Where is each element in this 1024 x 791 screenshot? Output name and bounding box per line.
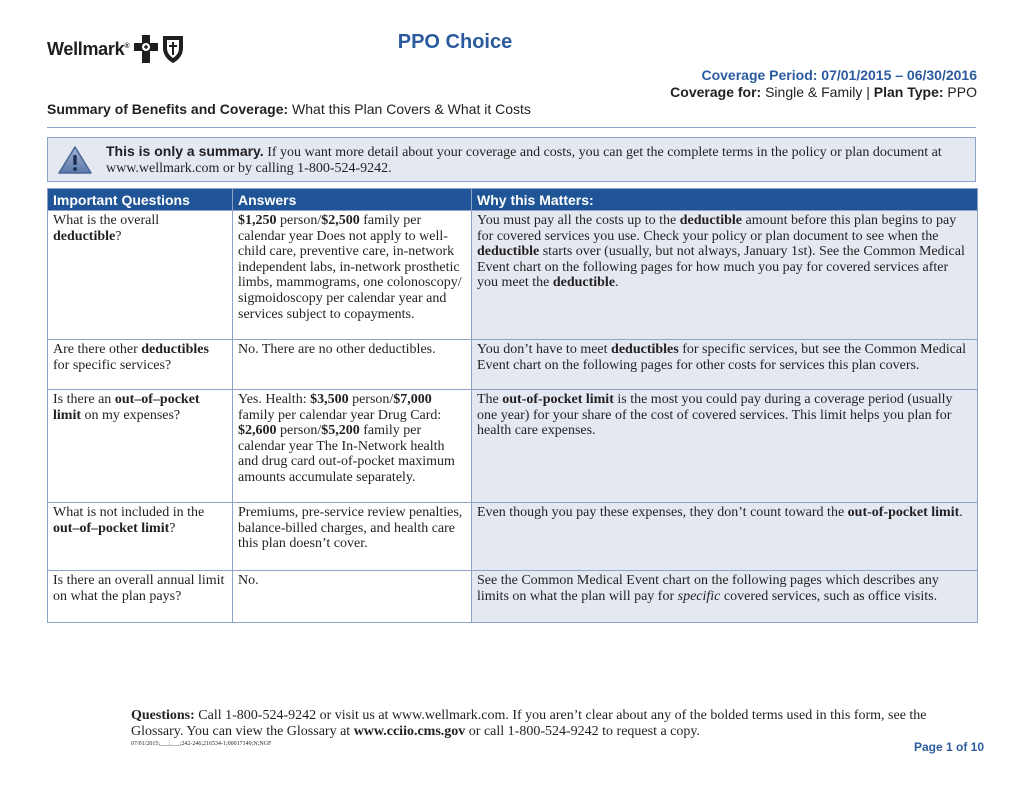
question-cell: Are there other deductibles for specific services? <box>48 340 233 390</box>
why-cell: The out-of-pocket limit is the most you could pay during a coverage period (usually one year) for your share of the cost of covered services. This limit helps you plan for health care expenses. <box>472 390 978 503</box>
logo-wordmark: Wellmark® <box>47 38 130 59</box>
header-why-this-matters: Why this Matters: <box>472 189 978 211</box>
answer-cell: No. <box>233 571 472 623</box>
question-cell: Is there an out–of–pocket limit on my expenses? <box>48 390 233 503</box>
why-cell: Even though you pay these expenses, they don’t count toward the out-of-pocket limit. <box>472 503 978 571</box>
coverage-for-line: Coverage for: Single & Family | Plan Type: PPO <box>670 84 977 100</box>
table-row <box>48 571 978 623</box>
header-important-questions: Important Questions <box>48 189 233 211</box>
table-row <box>48 211 978 340</box>
footer-questions: Questions: Call 1-800-524-9242 or visit us at www.wellmark.com. If you aren’t clear about any of the bolded terms used in this form, see the Glossary. You can view the Glossary at www.cciio.cms.gov or call 1-800-524-9242 to request a copy. <box>131 708 927 739</box>
why-cell: You don’t have to meet deductibles for specific services, but see the Common Medical Event chart on the following pages for other costs for services this plan covers. <box>472 340 978 390</box>
summary-text: This is only a summary. If you want more detail about your coverage and costs, you can get the complete terms in the policy or plan document at www.wellmark.com or by calling 1-800-524-9242. <box>106 143 942 176</box>
document-code: 07/01/2015;___;___;242-246;216534-1;00017149;N;NGF <box>131 741 272 747</box>
benefits-table <box>47 188 978 623</box>
answer-cell: Premiums, pre-service review penalties, balance-billed charges, and health care this plan doesn’t cover. <box>233 503 472 571</box>
page-number: Page 1 of 10 <box>913 740 984 754</box>
why-cell: You must pay all the costs up to the deductible amount before this plan begins to pay for covered services you use. Check your policy or plan document to see when the deductible starts over (usually, but not always, January 1st). See the Common Medical Event chart on the following pages for how much you pay for covered services after you meet the deductible. <box>472 211 978 340</box>
answer-cell: Yes. Health: $3,500 person/$7,000 family per calendar year Drug Card: $2,600 person/$5,200 family per calendar year The In-Network health and drug card out-of-pocket maximum amounts accumulate separately. <box>233 390 472 503</box>
header-answers: Answers <box>233 189 472 211</box>
question-cell: Is there an overall annual limit on what the plan pays? <box>48 571 233 623</box>
header-divider <box>47 127 976 128</box>
table-row <box>48 340 978 390</box>
table-header-row <box>48 189 978 211</box>
answer-cell: $1,250 person/$2,500 family per calendar year Does not apply to well-child care, preventive care, in-network independent labs, in-network prosthetic limbs, mammograms, one colonoscopy/ sigmoidoscopy per calendar year and services subject to copayments. <box>233 211 472 340</box>
table-row <box>48 503 978 571</box>
coverage-period: Coverage Period: 07/01/2015 – 06/30/2016 <box>701 67 977 83</box>
summary-notice <box>47 137 976 182</box>
answer-cell: No. There are no other deductibles. <box>233 340 472 390</box>
table-row <box>48 390 978 503</box>
plan-title: PPO Choice <box>397 31 513 53</box>
warning-triangle-icon <box>57 145 93 175</box>
question-cell: What is not included in the out–of–pocket limit? <box>48 503 233 571</box>
why-cell: See the Common Medical Event chart on the following pages which describes any limits on what the plan will pay for specific covered services, such as office visits. <box>472 571 978 623</box>
document-subtitle: Summary of Benefits and Coverage: What this Plan Covers & What it Costs <box>47 101 531 117</box>
question-cell: What is the overall deductible? <box>48 211 233 340</box>
